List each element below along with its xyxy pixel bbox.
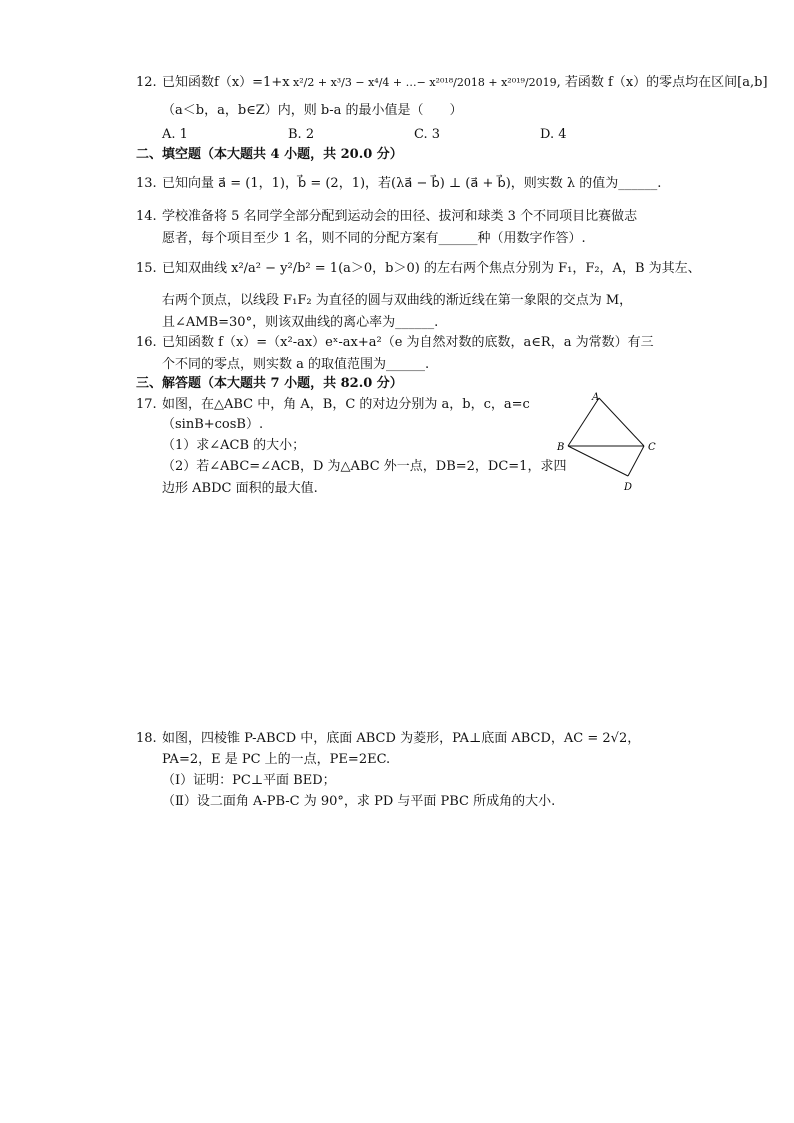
question-17-line3 bbox=[162, 437, 305, 455]
question-17-line4 bbox=[162, 458, 566, 476]
label-b: B bbox=[557, 442, 565, 453]
question-15-line3 bbox=[162, 314, 438, 332]
question-text: 如图，在△ABC 中，角 A，B，C 的对边分别为 a，b，c，a=c bbox=[162, 397, 530, 412]
segment-ac bbox=[599, 398, 644, 446]
label-c: C bbox=[648, 442, 656, 453]
question-14-line2 bbox=[162, 230, 586, 248]
label-a: A bbox=[592, 392, 600, 403]
function-expression: f（x）=1+x bbox=[214, 75, 290, 90]
question-text-suffix: , 若函数 f（x）的零点均在区间[a,b] bbox=[556, 75, 768, 90]
segment-cd bbox=[628, 446, 644, 476]
question-12-line1 bbox=[136, 74, 768, 92]
question-number: 18. bbox=[136, 731, 157, 746]
question-text: 个不同的零点，则实数 a 的取值范围为______. bbox=[162, 357, 430, 372]
series-expression: x²/2 + x³/3 − x⁴/4 + …− x²⁰¹⁸/2018 + x²⁰¹⁹/2019 bbox=[289, 76, 557, 89]
question-text: （2）若∠ABC=∠ACB，D 为△ABC 外一点，DB=2，DC=1，求四 bbox=[162, 459, 567, 474]
question-text: 边形 ABDC 面积的最大值. bbox=[162, 481, 318, 496]
label-d: D bbox=[624, 482, 633, 493]
question-17-line1 bbox=[136, 396, 530, 414]
option-a[interactable]: A. 1 bbox=[162, 127, 188, 142]
question-number: 16. bbox=[136, 335, 157, 350]
question-15-line2 bbox=[162, 292, 632, 310]
question-16-line2 bbox=[162, 356, 429, 374]
option-b[interactable]: B. 2 bbox=[288, 127, 315, 142]
option-d[interactable]: D. 4 bbox=[540, 127, 567, 142]
question-17-line5 bbox=[162, 480, 318, 498]
question-text: （a＜b，a，b∈Z）内，则 b-a 的最小值是（ ） bbox=[162, 103, 463, 118]
question-text: 已知函数 bbox=[162, 75, 215, 90]
question-text: 愿者，每个项目至少 1 名，则不同的分配方案有______种（用数字作答）. bbox=[162, 231, 586, 246]
question-text: 右两个顶点，以线段 F₁F₂ 为直径的圆与双曲线的渐近线在第一象限的交点为 M， bbox=[162, 293, 633, 308]
option-c[interactable]: C. 3 bbox=[414, 127, 441, 142]
segment-bd bbox=[568, 446, 628, 476]
section-heading-solutions: 三、解答题（本大题共 7 小题，共 82.0 分） bbox=[136, 376, 403, 391]
question-number: 14. bbox=[136, 209, 157, 224]
question-number: 13. bbox=[136, 176, 157, 191]
question-18-line2 bbox=[162, 751, 390, 769]
question-text: （Ⅱ）设二面角 A-PB-C 为 90°，求 PD 与平面 PBC 所成角的大小. bbox=[162, 794, 556, 809]
triangle-figure bbox=[552, 390, 672, 500]
question-18-line4 bbox=[162, 793, 555, 811]
question-13 bbox=[136, 175, 661, 193]
question-number: 17. bbox=[136, 397, 157, 412]
question-number: 15. bbox=[136, 261, 157, 276]
question-14-line1 bbox=[136, 208, 637, 226]
question-text: （Ⅰ）证明：PC⊥平面 BED； bbox=[162, 773, 336, 788]
question-18-line1 bbox=[136, 730, 640, 748]
question-text: 如图，四棱锥 P-ABCD 中，底面 ABCD 为菱形，PA⊥底面 ABCD，AC = 2√2， bbox=[162, 731, 641, 746]
question-text: （1）求∠ACB 的大小； bbox=[162, 438, 306, 453]
question-text: 已知向量 a⃗ = (1，1)，b⃗ = (2，1)，若(λa⃗ − b⃗) ⊥ (a⃗ + b⃗)，则实数 λ 的值为______. bbox=[162, 176, 662, 191]
question-number: 12. bbox=[136, 75, 157, 90]
question-text: 学校准备将 5 名同学全部分配到运动会的田径、拔河和球类 3 个不同项目比赛做志 bbox=[162, 209, 638, 224]
question-15-line1 bbox=[136, 260, 701, 278]
question-text: 已知函数 f（x）=（x²-ax）eˣ-ax+a²（e 为自然对数的底数，a∈R，a 为常数）有三 bbox=[162, 335, 654, 350]
question-text: PA=2，E 是 PC 上的一点，PE=2EC. bbox=[162, 752, 391, 767]
question-text: （sinB+cosB）. bbox=[162, 417, 264, 432]
question-18-line3 bbox=[162, 772, 336, 790]
section-heading-fill-in: 二、填空题（本大题共 4 小题，共 20.0 分） bbox=[136, 147, 403, 162]
question-12-options bbox=[162, 126, 666, 144]
question-text: 已知双曲线 x²/a² − y²/b² = 1(a＞0，b＞0) 的左右两个焦点分别为 F₁，F₂，A，B 为其左、 bbox=[162, 261, 701, 276]
question-17-line2 bbox=[162, 416, 263, 434]
question-12-line2 bbox=[162, 102, 463, 120]
segment-ab bbox=[568, 398, 599, 446]
question-text: 且∠AMB=30°，则该双曲线的离心率为______. bbox=[162, 315, 439, 330]
question-16-line1 bbox=[136, 334, 654, 352]
